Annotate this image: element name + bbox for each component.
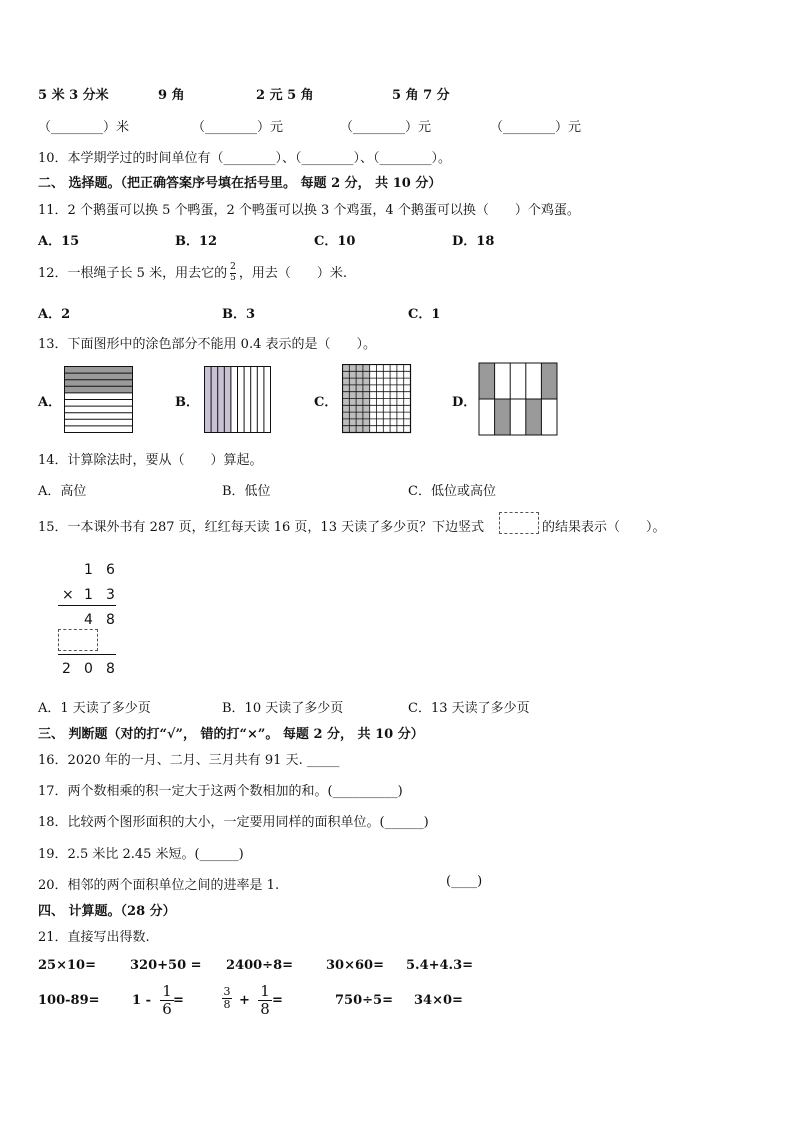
q21-expr-8-eq: = bbox=[272, 993, 283, 1008]
q13-label-b[interactable]: B． bbox=[175, 395, 199, 410]
q12-frac-num: 2 bbox=[230, 262, 236, 273]
q13-figure-a bbox=[64, 366, 134, 434]
q15-inline-dashed-box bbox=[499, 512, 539, 534]
calc-row1-d1: 1 bbox=[84, 562, 93, 578]
q21-expr-7-eq: = bbox=[173, 993, 184, 1008]
q21-expr-10: 34×0= bbox=[414, 993, 463, 1008]
q21-expr-7-num: 1 bbox=[162, 982, 172, 1000]
q21-expr-8-fraction-2 bbox=[258, 983, 272, 1017]
q11-option-a[interactable]: A．15 bbox=[38, 234, 80, 249]
q9-answer-4[interactable]: （________）元 bbox=[490, 120, 582, 135]
calc-row3-d1: 4 bbox=[84, 612, 93, 628]
q21-expr-7-pre: 1 - bbox=[132, 993, 151, 1008]
q21-expr-8-num1: 3 bbox=[223, 985, 231, 998]
q16-text: 16．2020 年的一月、二月、三月共有 91 天. _____ bbox=[38, 753, 340, 768]
q15-option-b[interactable]: B．10 天读了多少页 bbox=[222, 701, 344, 716]
calc-times-sign: × bbox=[62, 587, 74, 603]
q19-text: 19．2.5 米比 2.45 米短。(______) bbox=[38, 847, 244, 862]
calc-row1-d2: 6 bbox=[106, 562, 115, 578]
q14-stem: 14．计算除法时，要从（ ）算起。 bbox=[38, 453, 263, 468]
q21-expr-3: 2400÷8= bbox=[226, 958, 294, 973]
q21-expr-7-den: 6 bbox=[162, 999, 172, 1018]
q20-answer-blank[interactable]: (____) bbox=[446, 874, 483, 889]
q14-option-a[interactable]: A．高位 bbox=[38, 484, 87, 499]
calc-row2-d1: 1 bbox=[84, 587, 93, 603]
q13-label-d[interactable]: D． bbox=[452, 395, 477, 410]
q17-text: 17．两个数相乘的积一定大于这两个数相加的和。(__________) bbox=[38, 784, 403, 799]
section-4-heading: 四、 计算题。（28 分） bbox=[38, 904, 176, 919]
q21-expr-8-den2: 8 bbox=[260, 999, 270, 1018]
calc-result-d3: 8 bbox=[106, 661, 115, 677]
q12-fraction bbox=[230, 263, 236, 284]
q12-option-a[interactable]: A．2 bbox=[38, 307, 71, 322]
q14-option-b[interactable]: B．低位 bbox=[222, 484, 271, 499]
q20-stem: 20．相邻的两个面积单位之间的进率是 1. bbox=[38, 878, 280, 893]
q10-text: 10．本学期学过的时间单位有（________）、（________）、（________）。 bbox=[38, 151, 452, 166]
q9-answer-1[interactable]: （________）米 bbox=[38, 120, 130, 135]
q15-stem-post: 的结果表示（ ）。 bbox=[542, 520, 666, 535]
q11-option-c[interactable]: C．10 bbox=[314, 234, 356, 249]
q21-expr-1: 25×10= bbox=[38, 958, 96, 973]
q21-expr-6: 100-89= bbox=[38, 993, 100, 1008]
q12-frac-den: 5 bbox=[230, 273, 236, 283]
q9-item-3: 2 元 5 角 bbox=[256, 88, 314, 103]
q21-expr-2: 320+50 = bbox=[130, 958, 202, 973]
calc-row3-d2: 8 bbox=[106, 612, 115, 628]
section-3-heading: 三、 判断题（对的打“√”， 错的打“×”。 每题 2 分， 共 10 分） bbox=[38, 727, 424, 742]
q18-text: 18．比较两个图形面积的大小，一定要用同样的面积单位。(______) bbox=[38, 815, 429, 830]
q21-expr-4: 30×60= bbox=[326, 958, 384, 973]
q21-expr-8-fraction-1 bbox=[222, 986, 232, 1011]
q11-stem: 11．2 个鹅蛋可以换 5 个鸭蛋，2 个鸭蛋可以换 3 个鸡蛋，4 个鹅蛋可以换（ ）个鸡蛋。 bbox=[38, 203, 580, 218]
q13-stem: 13．下面图形中的涂色部分不能用 0.4 表示的是（ ）。 bbox=[38, 337, 376, 352]
q12-option-b[interactable]: B．3 bbox=[222, 307, 256, 322]
q21-expr-9: 750÷5= bbox=[335, 993, 393, 1008]
q13-figure-d bbox=[478, 362, 558, 438]
q15-stem-pre: 15．一本课外书有 287 页，红红每天读 16 页，13 天读了多少页？下边竖式 bbox=[38, 520, 485, 535]
q9-item-1: 5 米 3 分米 bbox=[38, 88, 109, 103]
q13-label-a[interactable]: A． bbox=[38, 395, 62, 410]
q21-expr-7-fraction bbox=[160, 983, 174, 1017]
q21-expr-8-plus: + bbox=[239, 993, 250, 1008]
q21-stem: 21．直接写出得数. bbox=[38, 930, 150, 945]
q15-option-c[interactable]: C．13 天读了多少页 bbox=[408, 701, 530, 716]
q15-option-a[interactable]: A．1 天读了多少页 bbox=[38, 701, 151, 716]
q21-expr-8-den1: 8 bbox=[223, 998, 231, 1012]
q12-stem bbox=[38, 262, 347, 284]
q12-option-c[interactable]: C．1 bbox=[408, 307, 441, 322]
q13-figure-b bbox=[204, 366, 272, 434]
q9-item-2: 9 角 bbox=[158, 88, 185, 103]
q21-expr-5: 5.4+4.3= bbox=[406, 958, 474, 973]
q12-stem-pre: 12．一根绳子长 5 米，用去它的 bbox=[38, 266, 228, 281]
q9-item-4: 5 角 7 分 bbox=[392, 88, 450, 103]
calc-result-d2: 0 bbox=[84, 661, 93, 677]
q11-option-d[interactable]: D．18 bbox=[452, 234, 495, 249]
q9-answer-3[interactable]: （________）元 bbox=[340, 120, 432, 135]
section-2-heading: 二、 选择题。（把正确答案序号填在括号里。 每题 2 分， 共 10 分） bbox=[38, 176, 442, 191]
q11-option-b[interactable]: B．12 bbox=[175, 234, 218, 249]
calc-row2-d2: 3 bbox=[106, 587, 115, 603]
q14-option-c[interactable]: C．低位或高位 bbox=[408, 484, 496, 499]
q12-stem-post: ，用去（ ）米. bbox=[238, 266, 347, 281]
calc-dashed-box bbox=[58, 629, 98, 651]
calc-line-1 bbox=[58, 605, 116, 606]
calc-line-2 bbox=[58, 654, 116, 655]
q9-answer-2[interactable]: （________）元 bbox=[192, 120, 284, 135]
q21-expr-8-num2: 1 bbox=[260, 982, 270, 1000]
q13-figure-c bbox=[342, 364, 412, 434]
q13-label-c[interactable]: C． bbox=[314, 395, 338, 410]
calc-result-d1: 2 bbox=[62, 661, 71, 677]
